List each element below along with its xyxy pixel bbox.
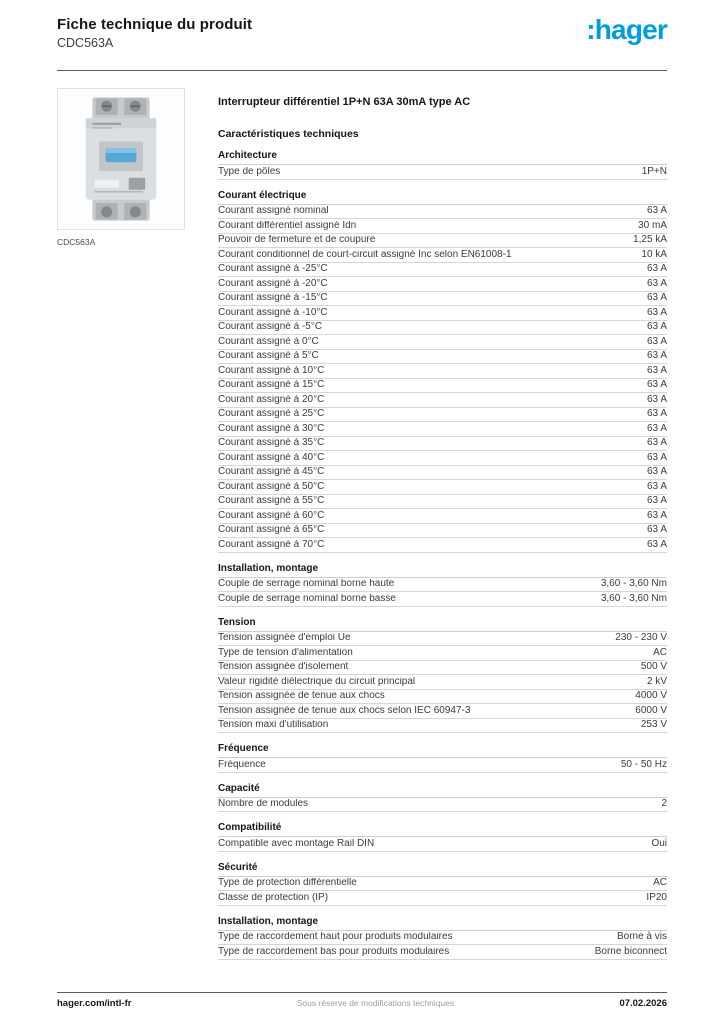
spec-label: Courant assigné à -25°C bbox=[218, 264, 328, 274]
footer-website-link[interactable]: hager.com/intl-fr bbox=[57, 998, 132, 1009]
spec-label: Courant assigné à 30°C bbox=[218, 423, 325, 434]
spec-value: 63 A bbox=[646, 364, 667, 376]
spec-column bbox=[218, 88, 667, 960]
spec-value: 63 A bbox=[646, 437, 667, 448]
spec-value: IP20 bbox=[646, 891, 667, 903]
spec-value: 63 A bbox=[646, 350, 667, 361]
spec-label: Courant assigné à 60°C bbox=[218, 510, 325, 521]
spec-label: Compatible avec montage Rail DIN bbox=[218, 838, 375, 849]
spec-label: Type de tension d'alimentation bbox=[218, 647, 353, 658]
spec-label: Courant assigné à 50°C bbox=[218, 481, 325, 492]
spec-row bbox=[218, 646, 667, 661]
spec-value: 63 A bbox=[646, 277, 667, 289]
spec-row bbox=[218, 379, 667, 394]
spec-value: Oui bbox=[651, 837, 667, 849]
spec-section bbox=[218, 862, 667, 906]
spec-row bbox=[218, 931, 667, 946]
spec-row bbox=[218, 335, 667, 350]
spec-label: Type de raccordement bas pour produits modulaires bbox=[218, 946, 450, 957]
spec-value: AC bbox=[653, 877, 667, 888]
spec-row bbox=[218, 466, 667, 481]
spec-label: Tension assignée d'emploi Ue bbox=[218, 633, 351, 643]
spec-value: 63 A bbox=[646, 509, 667, 521]
spec-label: Courant assigné à 40°C bbox=[218, 452, 325, 463]
footer-disclaimer: Sous réserve de modifications techniques bbox=[296, 998, 455, 1008]
spec-row bbox=[218, 877, 667, 892]
spec-section bbox=[218, 617, 667, 734]
product-name: Interrupteur différentiel 1P+N 63A 30mA type AC bbox=[218, 96, 471, 108]
spec-label: Classe de protection (IP) bbox=[218, 892, 329, 903]
page-footer bbox=[57, 998, 667, 1009]
spec-label: Valeur rigidité diélectrique du circuit principal bbox=[218, 676, 416, 687]
spec-label: Courant assigné à 25°C bbox=[218, 409, 325, 419]
circuit-breaker-illustration bbox=[66, 94, 176, 224]
spec-row bbox=[218, 891, 667, 906]
spec-row bbox=[218, 393, 667, 408]
spec-row bbox=[218, 704, 667, 719]
page-title: Fiche technique du produit bbox=[57, 16, 253, 33]
spec-value: 253 V bbox=[640, 719, 667, 730]
spec-row bbox=[218, 248, 667, 263]
spec-value: 63 A bbox=[646, 393, 667, 405]
spec-row bbox=[218, 538, 667, 553]
spec-row bbox=[218, 422, 667, 437]
product-image-column bbox=[57, 88, 185, 960]
spec-value: 50 - 50 Hz bbox=[620, 758, 667, 770]
spec-row bbox=[218, 798, 667, 813]
spec-value: 63 A bbox=[646, 451, 667, 463]
spec-value: 63 A bbox=[646, 205, 667, 216]
spec-label: Courant assigné à -20°C bbox=[218, 278, 328, 289]
spec-row bbox=[218, 675, 667, 690]
spec-section bbox=[218, 822, 667, 852]
spec-label: Courant assigné à 20°C bbox=[218, 394, 325, 405]
spec-row bbox=[218, 661, 667, 676]
spec-value: 1,25 kA bbox=[633, 234, 667, 245]
section-title: Installation, montage bbox=[218, 916, 667, 931]
page-header bbox=[57, 16, 667, 50]
spec-label: Tension assignée d'isolement bbox=[218, 662, 349, 672]
spec-row bbox=[218, 205, 667, 220]
spec-row bbox=[218, 234, 667, 249]
spec-value: 63 A bbox=[646, 321, 667, 332]
spec-row bbox=[218, 480, 667, 495]
section-title: Courant électrique bbox=[218, 190, 667, 205]
spec-value: 3,60 - 3,60 Nm bbox=[600, 578, 667, 589]
spec-section bbox=[218, 190, 667, 553]
specs-heading: Caractéristiques techniques bbox=[218, 128, 359, 140]
spec-value: 4000 V bbox=[635, 690, 667, 701]
spec-value: 1P+N bbox=[641, 165, 667, 177]
spec-row bbox=[218, 292, 667, 307]
spec-label: Tension maxi d'utilisation bbox=[218, 720, 329, 730]
spec-row bbox=[218, 945, 667, 960]
spec-value: 30 mA bbox=[638, 219, 667, 231]
spec-value: 3,60 - 3,60 Nm bbox=[600, 592, 667, 604]
spec-label: Couple de serrage nominal borne haute bbox=[218, 579, 395, 589]
section-title: Sécurité bbox=[218, 862, 667, 877]
spec-value: 63 A bbox=[646, 538, 667, 550]
spec-label: Courant assigné à 10°C bbox=[218, 365, 325, 376]
spec-row bbox=[218, 592, 667, 607]
product-image bbox=[57, 88, 185, 230]
spec-row bbox=[218, 350, 667, 365]
spec-label: Courant assigné à 15°C bbox=[218, 380, 325, 390]
spec-row bbox=[218, 277, 667, 292]
spec-value: 63 A bbox=[646, 335, 667, 347]
spec-value: 63 A bbox=[646, 422, 667, 434]
spec-row bbox=[218, 509, 667, 524]
spec-label: Couple de serrage nominal borne basse bbox=[218, 593, 396, 604]
section-title: Tension bbox=[218, 617, 667, 632]
spec-row bbox=[218, 719, 667, 734]
spec-value: 63 A bbox=[646, 466, 667, 477]
header-rule bbox=[57, 70, 667, 71]
spec-label: Courant assigné à -5°C bbox=[218, 322, 323, 332]
section-title: Compatibilité bbox=[218, 822, 667, 837]
spec-row bbox=[218, 306, 667, 321]
spec-label: Fréquence bbox=[218, 759, 266, 770]
spec-section bbox=[218, 783, 667, 813]
spec-label: Courant assigné à -15°C bbox=[218, 293, 328, 303]
spec-row bbox=[218, 321, 667, 336]
spec-value: 230 - 230 V bbox=[615, 632, 667, 643]
spec-value: 63 A bbox=[646, 495, 667, 506]
spec-label: Courant assigné à 65°C bbox=[218, 525, 325, 535]
section-title: Installation, montage bbox=[218, 563, 667, 578]
spec-value: Borne biconnect bbox=[594, 945, 667, 957]
spec-label: Courant assigné à 55°C bbox=[218, 496, 325, 506]
spec-label: Courant assigné à 45°C bbox=[218, 467, 325, 477]
spec-value: 63 A bbox=[646, 480, 667, 492]
spec-label: Type de pôles bbox=[218, 166, 281, 177]
spec-row bbox=[218, 578, 667, 593]
spec-row bbox=[218, 495, 667, 510]
spec-row bbox=[218, 437, 667, 452]
spec-value: 63 A bbox=[646, 306, 667, 318]
spec-value: 6000 V bbox=[635, 704, 667, 716]
spec-label: Nombre de modules bbox=[218, 799, 309, 809]
spec-section bbox=[218, 563, 667, 607]
spec-value: 63 A bbox=[646, 408, 667, 419]
hager-logo: :hager bbox=[586, 14, 667, 45]
spec-label: Tension assignée de tenue aux chocs bbox=[218, 691, 385, 701]
spec-value: 2 bbox=[661, 798, 667, 809]
section-title: Architecture bbox=[218, 150, 667, 165]
spec-label: Courant assigné nominal bbox=[218, 206, 329, 216]
spec-section bbox=[218, 150, 667, 180]
spec-label: Courant assigné à 5°C bbox=[218, 351, 319, 361]
main-content bbox=[57, 88, 667, 960]
spec-row bbox=[218, 219, 667, 234]
spec-value: 2 kV bbox=[646, 675, 667, 687]
spec-label: Courant assigné à 0°C bbox=[218, 336, 319, 347]
spec-value: 63 A bbox=[646, 379, 667, 390]
spec-label: Type de raccordement haut pour produits modulaires bbox=[218, 932, 453, 942]
spec-value: AC bbox=[653, 646, 667, 658]
spec-row bbox=[218, 364, 667, 379]
spec-row bbox=[218, 837, 667, 852]
spec-row bbox=[218, 524, 667, 539]
spec-value: 63 A bbox=[646, 263, 667, 274]
spec-label: Tension assignée de tenue aux chocs selon IEC 60947-3 bbox=[218, 705, 471, 716]
spec-label: Courant conditionnel de court-circuit assigné Inc selon EN61008-1 bbox=[218, 249, 512, 260]
spec-label: Type de protection différentielle bbox=[218, 878, 357, 888]
spec-row bbox=[218, 165, 667, 180]
spec-value: 63 A bbox=[646, 524, 667, 535]
spec-label: Pouvoir de fermeture et de coupure bbox=[218, 235, 376, 245]
spec-value: 10 kA bbox=[641, 248, 667, 260]
spec-label: Courant assigné à 70°C bbox=[218, 539, 325, 550]
spec-section bbox=[218, 916, 667, 960]
spec-value: 63 A bbox=[646, 292, 667, 303]
spec-row bbox=[218, 451, 667, 466]
spec-label: Courant assigné à -10°C bbox=[218, 307, 328, 318]
spec-label: Courant assigné à 35°C bbox=[218, 438, 325, 448]
spec-section bbox=[218, 743, 667, 773]
spec-sections bbox=[218, 150, 667, 960]
spec-row bbox=[218, 263, 667, 278]
product-image-caption: CDC563A bbox=[57, 237, 96, 247]
section-title: Capacité bbox=[218, 783, 667, 798]
spec-row bbox=[218, 408, 667, 423]
spec-row bbox=[218, 632, 667, 647]
section-title: Fréquence bbox=[218, 743, 667, 758]
spec-value: 500 V bbox=[640, 661, 667, 672]
spec-label: Courant différentiel assigné Idn bbox=[218, 220, 357, 231]
spec-value: Borne à vis bbox=[616, 931, 667, 942]
footer-date: 07.02.2026 bbox=[619, 998, 667, 1009]
product-reference: CDC563A bbox=[57, 36, 114, 50]
footer-rule bbox=[57, 992, 667, 993]
spec-row bbox=[218, 690, 667, 705]
spec-row bbox=[218, 758, 667, 773]
